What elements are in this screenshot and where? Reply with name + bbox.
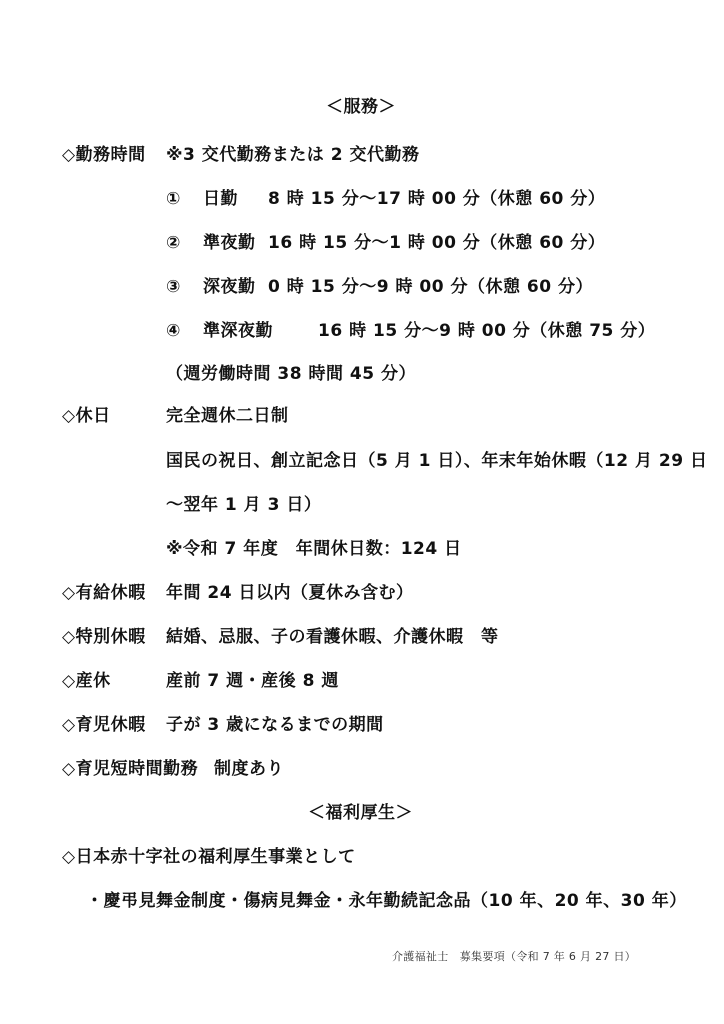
holidays-line-3: ～翌年 1 月 3 日） bbox=[166, 495, 322, 515]
holidays-label: ◇休日 bbox=[62, 406, 111, 426]
holidays-line-1: 完全週休二日制 bbox=[166, 406, 289, 426]
shift-1-number: ① bbox=[166, 189, 181, 209]
short-hours-label: ◇育児短時間勤務 bbox=[62, 759, 199, 779]
holidays-line-4: ※令和 7 年度 年間休日数：124 日 bbox=[166, 539, 462, 559]
shift-1-time: 8 時 15 分～17 時 00 分（休憩 60 分） bbox=[268, 189, 606, 209]
paid-leave-label: ◇有給休暇 bbox=[62, 583, 146, 603]
shift-2-number: ② bbox=[166, 233, 181, 253]
shift-4-name: 準深夜勤 bbox=[203, 321, 273, 341]
childcare-label: ◇育児休暇 bbox=[62, 715, 146, 735]
childcare-text: 子が 3 歳になるまでの期間 bbox=[166, 715, 384, 735]
footer-caption: 介護福祉士 募集要項（令和 7 年 6 月 27 日） bbox=[392, 950, 637, 963]
shift-3-name: 深夜勤 bbox=[203, 277, 256, 297]
shift-4-number: ④ bbox=[166, 321, 181, 341]
holidays-line-2: 国民の祝日、創立記念日（5 月 1 日）、年末年始休暇（12 月 29 日 bbox=[166, 451, 708, 471]
short-hours-text: 制度あり bbox=[214, 759, 284, 779]
work-hours-note: ※3 交代勤務または 2 交代勤務 bbox=[166, 145, 420, 165]
shift-1-name: 日勤 bbox=[203, 189, 238, 209]
work-hours-label: ◇勤務時間 bbox=[62, 145, 146, 165]
maternity-text: 産前 7 週・産後 8 週 bbox=[166, 671, 339, 691]
welfare-line-1: ◇日本赤十字社の福利厚生事業として bbox=[62, 847, 356, 867]
paid-leave-text: 年間 24 日以内（夏休み含む） bbox=[166, 583, 414, 603]
special-leave-text: 結婚、忌服、子の看護休暇、介護休暇 等 bbox=[166, 627, 499, 647]
shift-4-time: 16 時 15 分～9 時 00 分（休憩 75 分） bbox=[318, 321, 656, 341]
shift-2-time: 16 時 15 分～1 時 00 分（休憩 60 分） bbox=[268, 233, 606, 253]
shift-3-number: ③ bbox=[166, 277, 181, 297]
special-leave-label: ◇特別休暇 bbox=[62, 627, 146, 647]
shift-3-time: 0 時 15 分～9 時 00 分（休憩 60 分） bbox=[268, 277, 593, 297]
shift-2-name: 準夜勤 bbox=[203, 233, 256, 253]
maternity-label: ◇産休 bbox=[62, 671, 111, 691]
weekly-hours: （週労働時間 38 時間 45 分） bbox=[166, 364, 416, 384]
welfare-section-title: ＜福利厚生＞ bbox=[308, 803, 413, 823]
service-section-title: ＜服務＞ bbox=[326, 97, 396, 117]
welfare-line-2: ・慶弔見舞金制度・傷病見舞金・永年勤続記念品（10 年、20 年、30 年） bbox=[86, 891, 687, 911]
